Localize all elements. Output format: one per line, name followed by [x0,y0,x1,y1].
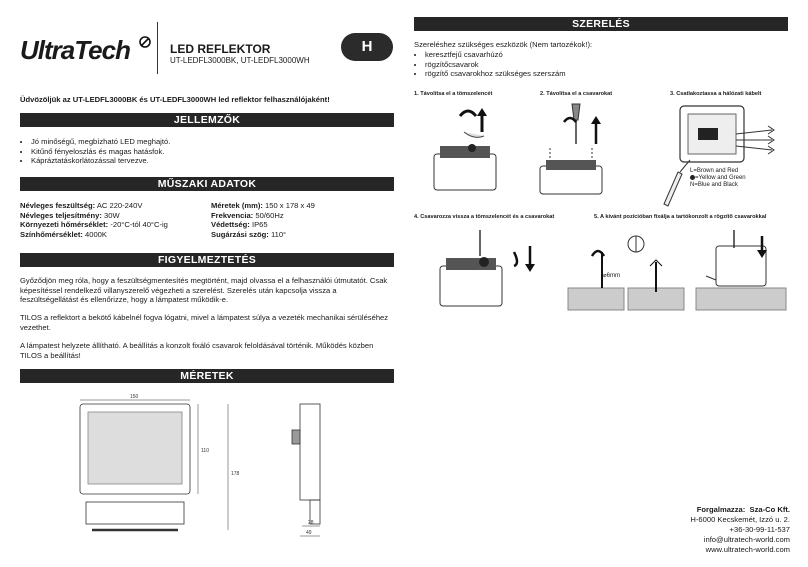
dim-depth-label: 49 [306,530,312,536]
step-5-illustration [566,226,790,316]
features-heading: JELLEMZŐK [20,113,394,127]
distributor-phone: +36-30-99-11-537 [729,525,790,534]
dim-width-label: 150 [130,394,139,400]
distributor-email[interactable]: info@ultratech-world.com [703,535,790,544]
list-item: • Kápráztatáskorlátozással tervezve. [31,156,401,166]
distributor-block [690,505,790,555]
language-badge [341,33,393,61]
drill-size-label: ⌀6mm [603,273,620,279]
brand-logo [20,35,150,67]
language-badge-letter: H [361,38,373,55]
spec-ambient-temp: Környezeti hőmérséklet: -20°C-tól 40°C-ig [20,220,168,230]
wire-legend [690,168,746,189]
header-divider [157,22,158,74]
distributor-name-line: Forgalmazza: Sza-Co Kft. [696,505,790,514]
step-1-illustration [424,102,534,198]
spec-protection: Védettség: IP65 [211,220,268,230]
spec-dimensions: Méretek (mm): 150 x 178 x 49 [211,201,315,210]
dimension-drawing [70,390,350,540]
product-models: UT-LEDFL3000BK, UT-LEDFL3000WH [170,56,310,65]
spec-color-temp: Színhőmérséklet: 4000K [20,229,107,239]
warning-heading: FIGYELMEZTETÉS [20,253,394,267]
specs-left [20,201,168,239]
dim-height-label: 178 [231,471,240,477]
step-3-label: 3. Csatlakoztassa a hálózati kábelt [670,91,762,97]
product-title: LED REFLEKTOR [170,42,271,56]
distributor-web[interactable]: www.ultratech-world.com [705,545,790,554]
logo-text: UltraTech [20,35,130,65]
dimensions-heading: MÉRETEK [20,369,394,383]
dim-inner-height-label: 110 [201,448,209,454]
list-item: • Kitűnő fényeloszlás és magas hatásfok. [31,147,401,157]
features-list [20,137,401,166]
warning-paragraph-2: TILOS a reflektort a bekötő kábelnél fogva lógatni, mivel a lámpatest súlya a vezeték mechanikai sérüléséhez vezethet. [20,313,389,332]
tools-intro: Szereléshez szükséges eszközök (Nem tartozékok!): [414,40,593,49]
dim-bracket-label: 28 [308,520,314,526]
list-item: • Jó minőségű, megbízható LED meghajtó. [31,137,401,147]
spec-beam-angle: Sugárzási szög: 110° [211,229,287,239]
wire-neutral: N=Blue and Black [690,182,738,189]
step-1-label: 1. Távolítsa el a tömszelencét [414,91,493,97]
list-item: • keresztfejű csavarhúzó [425,50,785,60]
step-5-label: 5. A kívánt pozícióban fixálja a tartókonzolt a rögzítő csavarokkal [594,214,767,220]
welcome-line: Üdvözöljük az UT-LEDFL3000BK és UT-LEDFL3000WH led reflektor felhasználójaként! [20,95,330,104]
spec-voltage: Névleges feszültség: AC 220-240V [20,201,143,210]
step-3-illustration [650,100,790,210]
step-2-illustration [536,100,612,200]
side-view [292,404,320,536]
install-heading: SZERELÉS [414,17,788,31]
list-item: • rögzítő csavarokhoz szükséges szerszám [425,69,785,79]
list-item: • rögzítőcsavarok [425,60,785,70]
distributor-address: H-6000 Kecskemét, Izzó u. 2. [690,515,790,524]
spec-power: Névleges teljesítmény: 30W [20,210,120,220]
step-4-illustration [430,226,550,316]
front-view [80,400,228,530]
step-4-label: 4. Csavarozza vissza a tömszelencét és a csavarokat [414,214,555,220]
tools-list [414,50,785,79]
spec-frequency: Frekvencia: 50/60Hz [211,210,284,220]
specs-heading: MŰSZAKI ADATOK [20,177,394,191]
logo-swoosh-icon [138,35,152,51]
warning-paragraph-3: A lámpatest helyzete állítható. A beállítás a konzolt fixáló csavarok feloldásával történik. Működés közben TILOS a beállítás! [20,341,374,360]
wire-live: L=Brown and Red [690,168,739,174]
specs-right [211,201,315,239]
wire-earth: =Yellow and Green [690,175,746,182]
step-2-label: 2. Távolítsa el a csavarokat [540,91,613,97]
warning-paragraph-1: Győződjön meg róla, hogy a feszültségmentesítés megtörtént, majd olvassa el a felhasználói útmutatót. Csak képesítéssel rendelkező villanyszerelő végezheti a szerelést. Szerelés után kapcsolja vissza a feszültségellátást és ellenőrizze, hogy a lámpatest működik-e. [20,276,388,305]
